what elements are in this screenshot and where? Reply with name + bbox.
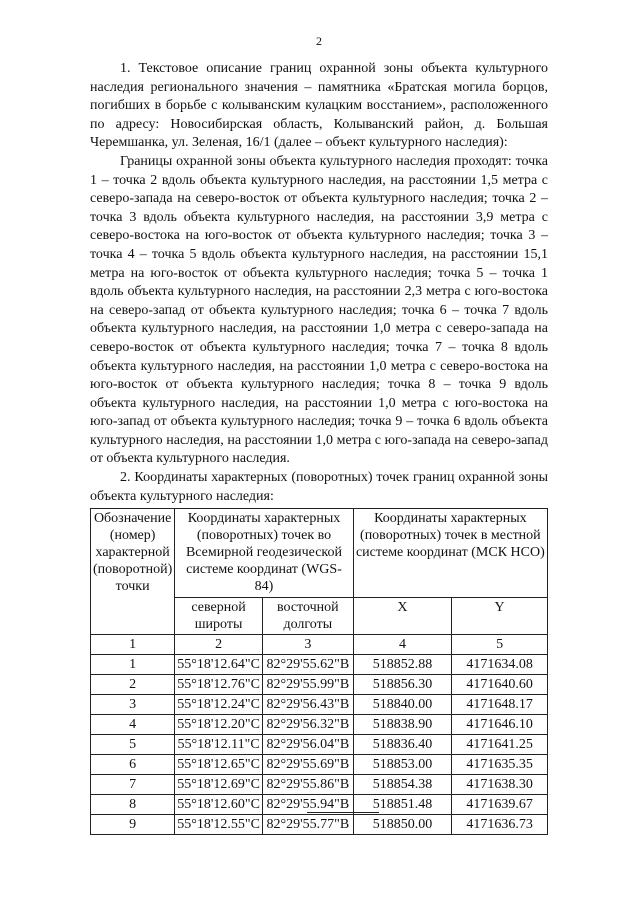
cell-point: 2 [91, 675, 175, 695]
subheader-x: X [353, 598, 451, 635]
table-header-row [91, 509, 548, 598]
cell-longitude: 82°29'55.62"В [262, 655, 353, 675]
cell-y: 4171636.73 [452, 815, 548, 835]
header-wgs84-coordinates: Координаты характерных (поворотных) точек во Всемирной геодезической системе координат (WGS-84) [175, 509, 353, 598]
cell-latitude: 55°18'12.76"С [175, 675, 263, 695]
cell-x: 518836.40 [353, 735, 451, 755]
cell-point: 7 [91, 775, 175, 795]
table-row [91, 715, 548, 735]
cell-longitude: 82°29'55.77"В [262, 815, 353, 835]
table-row [91, 655, 548, 675]
column-number: 3 [262, 635, 353, 655]
table-row [91, 755, 548, 775]
paragraph-coordinates-intro: 2. Координаты характерных (поворотных) точек границ охранной зоны объекта культурного наследия: [90, 470, 548, 504]
cell-latitude: 55°18'12.55"С [175, 815, 263, 835]
cell-longitude: 82°29'56.43"В [262, 695, 353, 715]
cell-y: 4171641.25 [452, 735, 548, 755]
cell-y: 4171638.30 [452, 775, 548, 795]
table-row [91, 695, 548, 715]
cell-longitude: 82°29'55.86"В [262, 775, 353, 795]
coordinates-table [90, 508, 548, 835]
table-column-numbers-row [91, 635, 548, 655]
cell-longitude: 82°29'56.04"В [262, 735, 353, 755]
subheader-latitude: северной широты [175, 598, 263, 635]
cell-y: 4171646.10 [452, 715, 548, 735]
cell-y: 4171648.17 [452, 695, 548, 715]
cell-latitude: 55°18'12.60"С [175, 795, 263, 815]
cell-x: 518856.30 [353, 675, 451, 695]
cell-point: 9 [91, 815, 175, 835]
cell-x: 518838.90 [353, 715, 451, 735]
cell-longitude: 82°29'55.69"В [262, 755, 353, 775]
cell-x: 518854.38 [353, 775, 451, 795]
cell-latitude: 55°18'12.65"С [175, 755, 263, 775]
cell-longitude: 82°29'55.94"В [262, 795, 353, 815]
column-number: 4 [353, 635, 451, 655]
cell-point: 5 [91, 735, 175, 755]
cell-point: 6 [91, 755, 175, 775]
cell-y: 4171640.60 [452, 675, 548, 695]
cell-latitude: 55°18'12.64"С [175, 655, 263, 675]
cell-x: 518853.00 [353, 755, 451, 775]
cell-longitude: 82°29'56.32"В [262, 715, 353, 735]
page-number: 2 [316, 34, 322, 48]
cell-latitude: 55°18'12.20"С [175, 715, 263, 735]
subheader-longitude: восточной долготы [262, 598, 353, 635]
table-row [91, 735, 548, 755]
column-number: 5 [452, 635, 548, 655]
cell-x: 518851.48 [353, 795, 451, 815]
cell-y: 4171634.08 [452, 655, 548, 675]
cell-y: 4171635.35 [452, 755, 548, 775]
header-local-coordinates: Координаты характерных (поворотных) точек в местной системе координат (МСК НСО) [353, 509, 547, 598]
header-point-designation: Обозначение (номер) характерной (поворотной) точки [91, 509, 175, 635]
table-row [91, 775, 548, 795]
column-number: 2 [175, 635, 263, 655]
cell-point: 8 [91, 795, 175, 815]
cell-longitude: 82°29'55.99"В [262, 675, 353, 695]
subheader-y: Y [452, 598, 548, 635]
table-row [91, 675, 548, 695]
paragraph-boundary-points: Границы охранной зоны объекта культурного наследия проходят: точка 1 – точка 2 вдоль объекта культурного наследия, на расстоянии 1,5 метра с северо-запада на северо-восток от объекта культурного наследия; точка 2 – точка 3 вдоль объекта культурного наследия, на расстоянии 3,9 метра с северо-востока на юго-восток от объекта культурного наследия; точка 3 – точка 4 – точка 5 вдоль объекта культурного наследия, на расстоянии 15,1 метра на юго-восток от объекта культурного наследия; точка 5 – точка 1 вдоль объекта культурного наследия, на расстоянии 2,3 метра с юго-востока на северо-запад от объекта культурного наследия; точка 6 – точка 7 вдоль объекта культурного наследия, на расстоянии 1,0 метра с северо-запада на северо-восток от объекта культурного наследия; точка 7 – точка 8 вдоль объекта культурного наследия, на расстоянии 1,0 метра с северо-востока на юго-восток от объекта культурного наследия; точка 8 – точка 9 вдоль объекта культурного наследия, на расстоянии 1,0 метра с юго-востока на юго-запад от объекта культурного наследия; точка 9 – точка 6 вдоль объекта культурного наследия, на расстоянии 1,0 метра с юго-запада на северо-запад от объекта культурного наследия. [90, 153, 548, 467]
cell-latitude: 55°18'12.11"С [175, 735, 263, 755]
cell-point: 3 [91, 695, 175, 715]
end-separator-line [307, 812, 379, 813]
cell-latitude: 55°18'12.24"С [175, 695, 263, 715]
paragraph-boundary-description-intro: 1. Текстовое описание границ охранной зоны объекта культурного наследия регионального значения – памятника «Братская могила борцов, погибших в борьбе с колыванским кулацким восстанием», расположенного по адресу: Новосибирская область, Колыванский район, д. Большая Черемшанка, ул. Зеленая, 16/1 (далее – объект культурного наследия): [90, 61, 548, 151]
cell-latitude: 55°18'12.69"С [175, 775, 263, 795]
cell-x: 518840.00 [353, 695, 451, 715]
table-row [91, 815, 548, 835]
cell-point: 1 [91, 655, 175, 675]
cell-point: 4 [91, 715, 175, 735]
cell-x: 518850.00 [353, 815, 451, 835]
cell-x: 518852.88 [353, 655, 451, 675]
column-number: 1 [91, 635, 175, 655]
cell-y: 4171639.67 [452, 795, 548, 815]
